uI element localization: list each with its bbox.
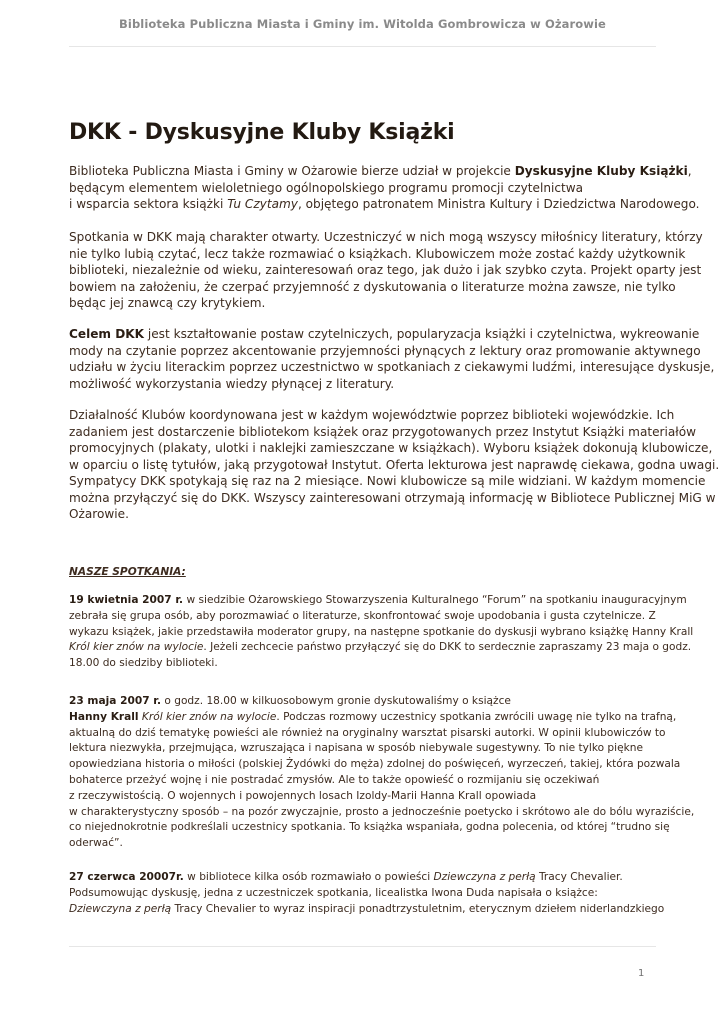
text-line: co niejednokrotnie podkreślali uczestnicy spotkania. To książka wspaniała, godna polecenia, od której “trudno się bbox=[69, 821, 670, 834]
text-run: i wsparcia sektora książki bbox=[69, 197, 228, 211]
text-line bbox=[69, 326, 700, 343]
header-divider bbox=[69, 46, 656, 47]
text-run: . Podczas rozmowy uczestnicy spotkania zwrócili uwagę nie tylko na trafną, bbox=[276, 710, 677, 723]
goals-lead: Celem DKK bbox=[69, 327, 145, 341]
text-line: można przyłączyć się do DKK. Wszyscy zainteresowani otrzymają informację w Bibliotece Publicznej MiG w bbox=[69, 490, 716, 505]
page-title: DKK - Dyskusyjne Kluby Książki bbox=[69, 120, 455, 145]
text-line bbox=[69, 593, 687, 609]
text-run: w bibliotece kilka osób rozmawiało o powieści bbox=[183, 871, 434, 883]
book-title: Król kier znów na wylocie bbox=[69, 641, 204, 654]
goals-paragraph bbox=[69, 326, 715, 392]
text-run: jest kształtowanie postaw czytelniczych, popularyzacja książki i czytelnictwa, wykreowanie bbox=[144, 327, 700, 341]
text-line: Podsumowując dyskusję, jedna z uczestniczek spotkania, licealistka Iwona Duda napisała o książce: bbox=[69, 886, 598, 899]
text-line: w oparciu o listę tytułów, jaką przygotował Instytut. Oferta lekturowa jest naprawdę ciekawa, godna uwagi. bbox=[69, 457, 720, 472]
text-line bbox=[69, 870, 661, 886]
meeting-date: 23 maja 2007 r. bbox=[69, 695, 161, 707]
text-run: Tracy Chevalier. bbox=[535, 871, 623, 883]
text-line bbox=[69, 902, 665, 918]
project-name: Dyskusyjne Kluby Książki bbox=[514, 164, 688, 178]
text-run: . Jeżeli zechcecie państwo przyłączyć się do DKK to serdecznie zapraszamy 23 maja o godz. bbox=[203, 641, 692, 654]
text-line: Ożarowie. bbox=[69, 507, 129, 521]
text-line: lektura niezwykła, przejmująca, wzruszająca i napisana w sposób niebywale sugestywny. To nie tylko piękne bbox=[69, 742, 643, 755]
text-line bbox=[69, 163, 692, 180]
meeting-entry-june bbox=[69, 870, 665, 917]
text-run: o godz. 18.00 w kilkuosobowym gronie dyskutowaliśmy o książce bbox=[161, 695, 511, 707]
text-line: udziału w życiu literackim poprzez uczestnictwo w spotkaniach z ciekawymi ludźmi, interesujące dyskusje, bbox=[69, 360, 715, 374]
text-line: 18.00 do siedziby biblioteki. bbox=[69, 657, 218, 670]
text-line bbox=[69, 640, 692, 656]
text-line: wykazu książek, jakie przedstawiła moderator grupy, na następne spotkanie do dyskusji wybrano książkę Hanny Krall bbox=[69, 625, 694, 638]
author-name: Hanny Krall bbox=[69, 710, 139, 723]
meeting-date: 27 czerwca 20007r. bbox=[69, 871, 184, 883]
text-run: Tracy Chevalier to wyraz inspiracji ponadtrzystuletnim, eterycznym dziełem niderlandzkiego bbox=[171, 902, 665, 915]
program-name: Tu Czytamy bbox=[227, 197, 298, 211]
text-line bbox=[69, 694, 661, 710]
book-title: Król kier znów na wylocie bbox=[141, 710, 277, 723]
text-line: zebrała się grupa osób, aby porozmawiać o literaturze, skonfrontować swoje upodobania i gusta czytelnicze. Z bbox=[69, 609, 656, 622]
text-line: bohaterce przeżyć wojnę i nie postradać zmysłów. Ale to także opowieść o rozmijaniu się oczekiwań bbox=[69, 773, 600, 786]
text-run: , bbox=[687, 164, 692, 178]
text-run: , objętego patronatem Ministra Kultury i Dziedzictwa Narodowego. bbox=[297, 197, 700, 211]
text-line: bowiem na założeniu, że czerpać przyjemność z dyskutowania o literaturze można zawsze, nie tylko bbox=[69, 279, 676, 294]
footer-divider bbox=[69, 946, 656, 947]
intro-paragraph bbox=[69, 163, 700, 213]
text-line: będąc jej znawcą czy krytykiem. bbox=[69, 296, 266, 310]
section-heading: NASZE SPOTKANIA: bbox=[69, 566, 186, 578]
book-title: Dziewczyna z perłą bbox=[69, 902, 172, 915]
text-line: biblioteki, niezależnie od wieku, zainteresowań oraz tego, jak dużo i jak szybko czyta. Projekt oparty jest bbox=[69, 263, 702, 277]
running-header: Biblioteka Publiczna Miasta i Gminy im. Witolda Gombrowicza w Ożarowie bbox=[119, 17, 606, 31]
text-line: będącym elementem wieloletniego ogólnopolskiego programu promocji czytelnictwa bbox=[69, 180, 584, 195]
text-line: w charakterystyczny sposób – na pozór zwyczajnie, prosto a jednocześnie poetycko i skrótowo ale do bólu wyraziście, bbox=[69, 805, 695, 818]
text-run: Biblioteka Publiczna Miasta i Gminy w Ożarowie bierze udział w projekcie bbox=[69, 164, 515, 178]
text-line: mody na czytanie poprzez akcentowanie przyjemności płynących z lektury oraz promowanie aktywnego bbox=[69, 343, 701, 358]
meeting-date: 19 kwietnia 2007 r. bbox=[69, 594, 184, 606]
text-line: możliwość wykorzystania wiedzy płynącej z literatury. bbox=[69, 376, 395, 391]
text-line: Sympatycy DKK spotykają się raz na 2 miesiące. Nowi klubowicze są mile widziani. W każdym momencie bbox=[69, 474, 706, 488]
text-line bbox=[69, 710, 677, 726]
text-line: nie tylko lubią czytać, lecz także rozmawiać o książkach. Klubowiczem może zostać każdy użytkownik bbox=[69, 246, 686, 261]
page-number: 1 bbox=[638, 968, 645, 979]
text-line: aktualną do dziś tematykę powieści ale również na oryginalny warsztat pisarski autorki. W opinii klubowiczów to bbox=[69, 726, 666, 739]
text-line: z rzeczywistością. O wojennych i powojennych losach Izoldy-Marii Hanna Krall opowiada bbox=[69, 789, 537, 802]
book-title: Dziewczyna z perłą bbox=[433, 871, 536, 883]
meeting-entry-may bbox=[69, 694, 695, 852]
text-line: Spotkania w DKK mają charakter otwarty. Uczestniczyć w nich mogą wszyscy miłośnicy literatury, którzy bbox=[69, 230, 703, 244]
text-line: promocyjnych (plakaty, ulotki i naklejki zamieszczane w książkach). Wyboru książek dokonują klubowicze, bbox=[69, 441, 713, 455]
coordination-paragraph bbox=[69, 407, 720, 523]
meeting-entry-april bbox=[69, 593, 694, 672]
text-line: zadaniem jest dostarczenie bibliotekom książek oraz przygotowanych przez Instytut Książki materiałów bbox=[69, 424, 697, 439]
text-line bbox=[69, 196, 700, 213]
meetings-paragraph bbox=[69, 229, 703, 312]
text-line: opowiedziana historia o miłości (polskiej Żydówki do męża) zdolnej do poświęceń, wyrzeczeń, takiej, która pozwala bbox=[69, 758, 681, 771]
text-line: oderwać”. bbox=[69, 837, 123, 850]
text-line: Działalność Klubów koordynowana jest w każdym województwie poprzez biblioteki wojewódzkie. Ich bbox=[69, 408, 675, 422]
text-run: w siedzibie Ożarowskiego Stowarzyszenia Kulturalnego “Forum” na spotkaniu inauguracyjnym bbox=[183, 594, 687, 606]
